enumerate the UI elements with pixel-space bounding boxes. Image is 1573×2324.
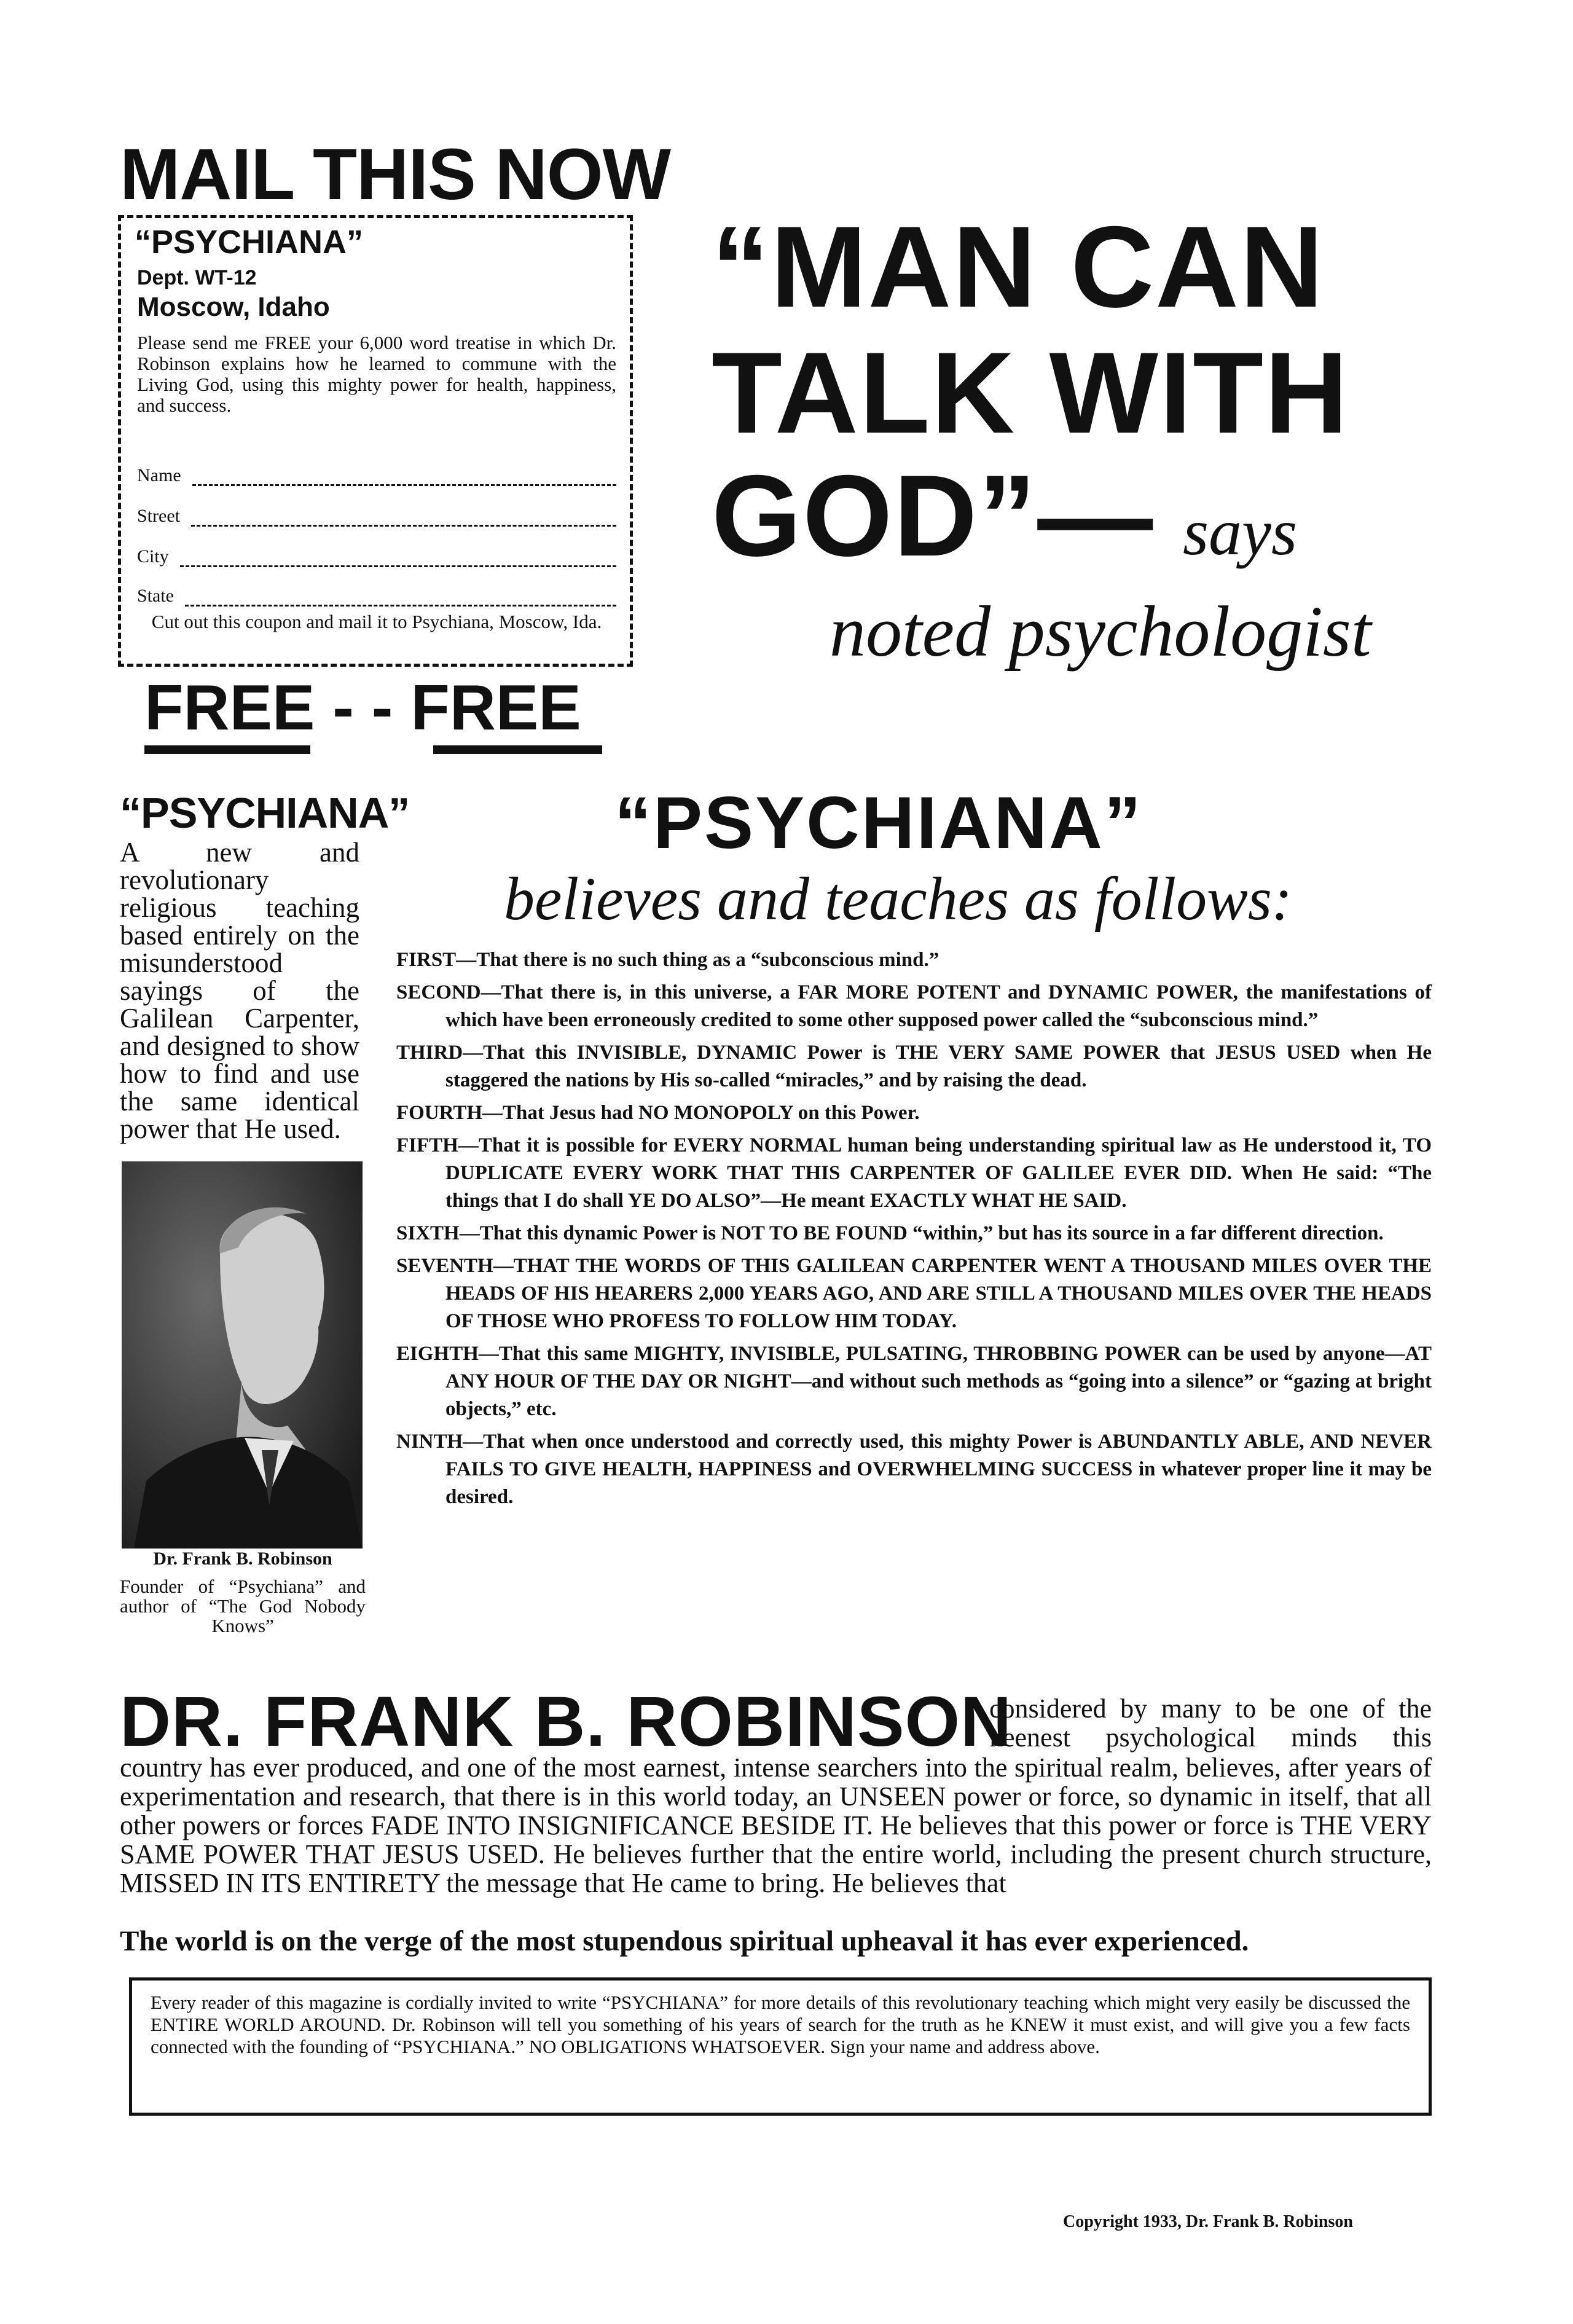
- field-label: City: [137, 546, 169, 567]
- tenet-ninth: NINTH—That when once understood and correctly used, this mighty Power is ABUNDANTLY ABLE, AND NEVER FAILS TO GIVE HEALTH, HAPPINESS and OVERWHELMING SUCCESS in whatever proper line it may be desired.: [396, 1431, 1432, 1508]
- city-field[interactable]: [137, 546, 616, 567]
- coupon-box: [118, 215, 633, 667]
- copyright-notice: Copyright 1933, Dr. Frank B. Robinson: [1063, 2212, 1353, 2231]
- headline-noted-psychologist: noted psychologist: [830, 591, 1371, 672]
- invitation-box: [129, 1977, 1432, 2116]
- mail-headline: MAIL THIS NOW: [120, 134, 670, 215]
- free-banner: FREE - - FREE: [144, 672, 581, 744]
- tenet-first: FIRST—That there is no such thing as a “subconscious mind.”: [396, 949, 939, 971]
- field-line: [192, 469, 616, 486]
- headline-says: says: [1183, 496, 1297, 569]
- coupon-dept: Dept. WT-12: [137, 266, 257, 289]
- coupon-title: “PSYCHIANA”: [135, 224, 364, 261]
- coupon-city: Moscow, Idaho: [137, 292, 330, 322]
- portrait-caption: Founder of “Psychiana” and author of “The God Nobody Knows”: [120, 1576, 366, 1636]
- tenet-eighth: EIGHTH—That this same MIGHTY, INVISIBLE, PULSATING, THROBBING POWER can be used by anyone—AT ANY HOUR OF THE DAY OR NIGHT—and without such methods as “going into a silence” or “gazing at bright objects,” etc.: [396, 1343, 1432, 1420]
- free-underline-right: [433, 745, 602, 754]
- field-line: [185, 590, 616, 607]
- tenet-third: THIRD—That this INVISIBLE, DYNAMIC Power is THE VERY SAME POWER that JESUS USED when He staggered the nations by His so-called “miracles,” and by raising the dead.: [396, 1042, 1432, 1091]
- state-field[interactable]: [137, 586, 616, 607]
- coupon-body: Please send me FREE your 6,000 word treatise in which Dr. Robinson explains how he learned to commune with the Living God, using this mighty power for health, happiness, and success.: [137, 332, 616, 416]
- name-field[interactable]: [137, 465, 616, 486]
- world-statement: The world is on the verge of the most stupendous spiritual upheaval it has ever experienced.: [120, 1925, 1249, 1957]
- sidebar-description: A new and revolutionary religious teaching based entirely on the misunderstood sayings of the Galilean Carpenter, and designed to show how to find and use the same identical power that He used.: [120, 837, 359, 1144]
- tenets-list: [396, 946, 1432, 1516]
- tenet-fifth: FIFTH—That it is possible for EVERY NORMAL human being understanding spiritual law as He understood it, TO DUPLICATE EVERY WORK THAT THIS CARPENTER OF GALILEE EVER DID. When He said: “The things that I do shall YE DO ALSO”—He meant EXACTLY WHAT HE SAID.: [396, 1134, 1432, 1212]
- robinson-side-text: considered by many to be one of the keenest psychological minds this: [989, 1694, 1432, 1753]
- beliefs-title: “PSYCHIANA”: [614, 782, 1143, 864]
- tenet-fourth: FOURTH—That Jesus had NO MONOPOLY on this Power.: [396, 1102, 920, 1124]
- tenet-seventh: SEVENTH—THAT THE WORDS OF THIS GALILEAN CARPENTER WENT A THOUSAND MILES OVER THE HEADS OF HIS HEARERS 2,000 YEARS AGO, AND ARE STILL A THOUSAND MILES OVER THE HEADS OF THOSE WHO PROFESS TO FOLLOW HIM TODAY.: [396, 1255, 1432, 1332]
- headline-line-3: GOD”—: [712, 451, 1155, 580]
- tenet-second: SECOND—That there is, in this universe, a FAR MORE POTENT and DYNAMIC POWER, the manifestations of which have been erroneously credited to some other supposed power called the “subconscious mind.”: [396, 981, 1432, 1031]
- beliefs-subtitle: believes and teaches as follows:: [504, 865, 1293, 933]
- headline-line-2: TALK WITH: [712, 328, 1349, 457]
- portrait-name: Dr. Frank B. Robinson: [153, 1549, 332, 1569]
- free-underline-left: [144, 745, 310, 754]
- portrait-photo: [122, 1161, 363, 1549]
- field-line: [191, 510, 616, 527]
- headline-line-1: “MAN CAN: [712, 202, 1325, 331]
- robinson-body: country has ever produced, and one of the most earnest, intense searchers into the spiritual realm, believes, after years of experimentation and research, that there is in this world today, an UNSEEN power or force, so dynamic in itself, that all other powers or forces FADE INTO INSIGNIFICANCE BESIDE IT. He believes that this power or force is THE VERY SAME POWER THAT JESUS USED. He believes further that the entire world, including the present church structure, MISSED IN ITS ENTIRETY the message that He came to bring. He believes that: [120, 1753, 1432, 1898]
- coupon-cut-instruction: Cut out this coupon and mail it to Psychiana, Moscow, Ida.: [151, 611, 602, 632]
- robinson-name: DR. FRANK B. ROBINSON: [120, 1682, 1013, 1761]
- field-label: Street: [137, 506, 180, 526]
- invitation-text: Every reader of this magazine is cordially invited to write “PSYCHIANA” for more details of this revolutionary teaching which might very easily be discussed the ENTIRE WORLD AROUND. Dr. Robinson will tell you something of his years of search for the truth as he KNEW it must exist, and will give you a few facts connected with the founding of “PSYCHIANA.” NO OBLIGATIONS WHATSOEVER. Sign your name and address above.: [151, 1992, 1410, 2057]
- tenet-sixth: SIXTH—That this dynamic Power is NOT TO BE FOUND “within,” but has its source in a far different direction.: [396, 1222, 1384, 1244]
- sidebar-heading: “PSYCHIANA”: [120, 789, 410, 837]
- field-line: [180, 551, 616, 567]
- field-label: Name: [137, 465, 181, 485]
- field-label: State: [137, 586, 174, 606]
- street-field[interactable]: [137, 506, 616, 527]
